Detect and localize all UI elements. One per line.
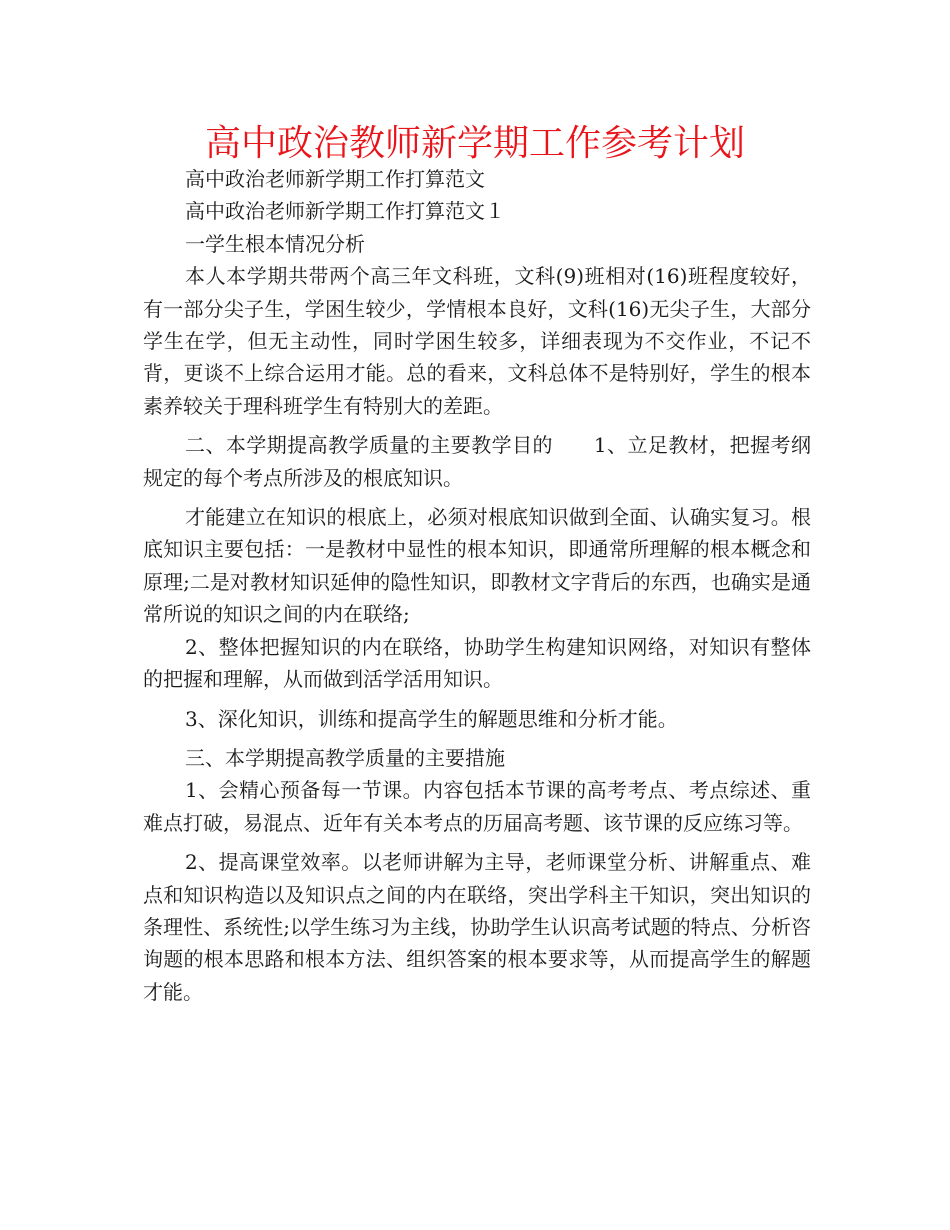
- paragraph: 二、本学期提高教学质量的主要教学目的 1、立足教材，把握考纲规定的每个考点所涉及的根底知识。: [143, 433, 811, 490]
- paragraph: 2、提高课堂效率。以老师讲解为主导，老师课堂分析、讲解重点、难点和知识构造以及知识点之间的内在联络，突出学科主干知识，突出知识的条理性、系统性;以学生练习为主线，协助学生认识高考试题的特点、分析咨询题的根本思路和根本方法、组织答案的根本要求等，从而提高学生的解题才能。: [143, 850, 811, 1004]
- paragraph: 高中政治老师新学期工作打算范文１: [185, 199, 505, 224]
- paragraph: 高中政治老师新学期工作打算范文: [185, 167, 485, 191]
- paragraph: 3、深化知识，训练和提高学生的解题思维和分析才能。: [185, 706, 678, 731]
- document-body: [143, 163, 811, 1008]
- paragraph: 一学生根本情况分析: [185, 231, 365, 256]
- document-title: 高中政治教师新学期工作参考计划: [204, 123, 745, 164]
- paragraph: 三、本学期提高教学质量的主要措施: [185, 745, 505, 770]
- paragraph: 才能建立在知识的根底上，必须对根底知识做到全面、认确实复习。根底知识主要包括：一是教材中显性的根本知识，即通常所理解的根本概念和原理;二是对教材知识延伸的隐性知识，即教材文字背后的东西，也确实是通常所说的知识之间的内在联络;: [143, 505, 811, 627]
- paragraph: 本人本学期共带两个高三年文科班，文科(9)班相对(16)班程度较好，有一部分尖子生，学困生较少，学情根本良好，文科(16)无尖子生，大部分学生在学，但无主动性，同时学困生较多，详细表现为不交作业，不记不背，更谈不上综合运用才能。总的看来，文科总体不是特别好，学生的根本素养较关于理科班学生有特别大的差距。: [143, 264, 811, 418]
- paragraph: 1、会精心预备每一节课。内容包括本节课的高考考点、考点综述、重难点打破，易混点、近年有关本考点的历届高考题、该节课的反应练习等。: [143, 778, 811, 835]
- paragraph: 2、整体把握知识的内在联络，协助学生构建知识网络，对知识有整体的把握和理解，从而做到活学活用知识。: [143, 634, 811, 692]
